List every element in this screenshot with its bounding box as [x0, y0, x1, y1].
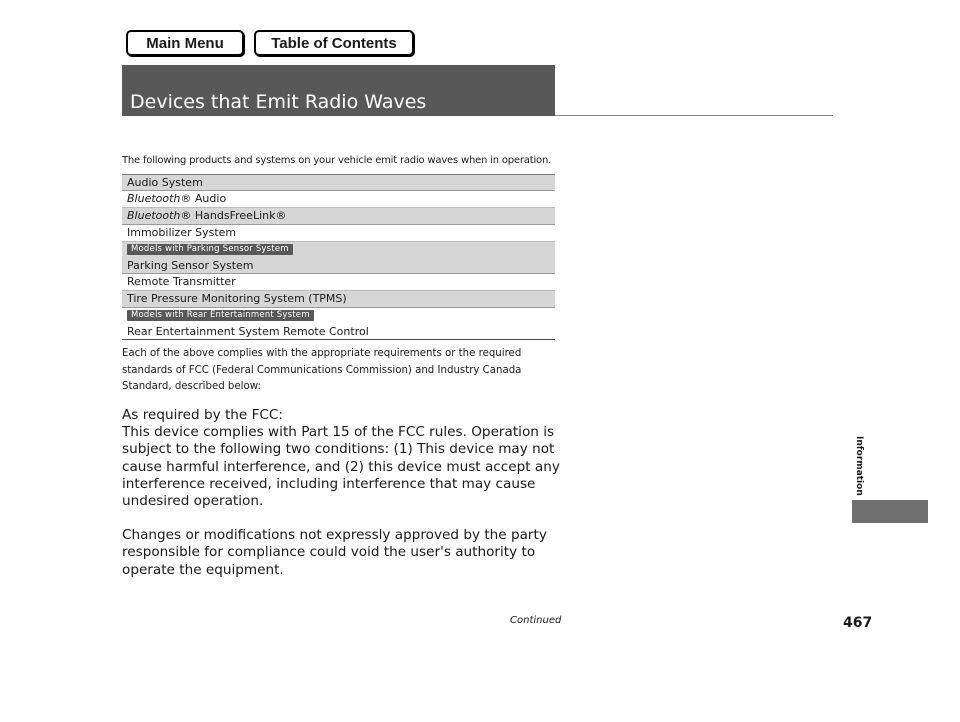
- item-label: Parking Sensor System: [127, 259, 254, 272]
- list-item: [122, 208, 555, 225]
- compliance-text: Each of the above complies with the appropriate requirements or the required standards of FCC (Federal Communications Commission) and Industry Canada Standard, described below:: [122, 348, 522, 392]
- section-tab-marker[interactable]: [852, 500, 928, 523]
- page-title: Devices that Emit Radio Waves: [122, 65, 555, 116]
- fcc-heading: As required by the FCC:: [122, 407, 283, 423]
- model-tag: Models with Rear Entertainment System: [127, 310, 314, 321]
- radio-device-list: [122, 174, 555, 340]
- item-label: Audio System: [127, 176, 203, 189]
- item-label: Immobilizer System: [127, 226, 237, 239]
- item-label: Remote Transmitter: [127, 275, 236, 288]
- intro-text: The following products and systems on your vehicle emit radio waves when in operation.: [122, 155, 552, 166]
- fcc-paragraph-modifications: Changes or modifications not expressly approved by the party responsible for compliance could void the user's authority to operate the equipment.: [122, 527, 547, 578]
- item-label: Rear Entertainment System Remote Control: [127, 325, 369, 338]
- fcc-paragraph-conditions: This device complies with Part 15 of the FCC rules. Operation is subject to the following two conditions: (1) This device may not cause harmful interference, and (2) this device must accept any interference received, including interference that may cause undesired operation.: [122, 424, 560, 510]
- item-label: ® HandsFreeLink®: [180, 209, 287, 222]
- item-label: Tire Pressure Monitoring System (TPMS): [127, 292, 347, 305]
- list-item: [122, 308, 555, 340]
- list-item: [122, 225, 555, 242]
- continued-label: Continued: [510, 615, 562, 626]
- title-divider: [555, 115, 833, 116]
- list-item: [122, 174, 555, 191]
- fcc-statement: [122, 407, 562, 579]
- list-item: [122, 274, 555, 291]
- list-item: [122, 242, 555, 274]
- section-tab-label[interactable]: Information: [854, 436, 864, 496]
- list-item: [122, 191, 555, 208]
- item-label: ® Audio: [180, 192, 227, 205]
- item-label-italic: Bluetooth: [127, 192, 181, 205]
- main-menu-button[interactable]: Main Menu: [126, 30, 244, 56]
- model-tag: Models with Parking Sensor System: [127, 244, 293, 255]
- list-item: [122, 291, 555, 308]
- table-of-contents-button[interactable]: Table of Contents: [254, 30, 414, 56]
- item-label-italic: Bluetooth: [127, 209, 181, 222]
- page-number: 467: [843, 615, 873, 631]
